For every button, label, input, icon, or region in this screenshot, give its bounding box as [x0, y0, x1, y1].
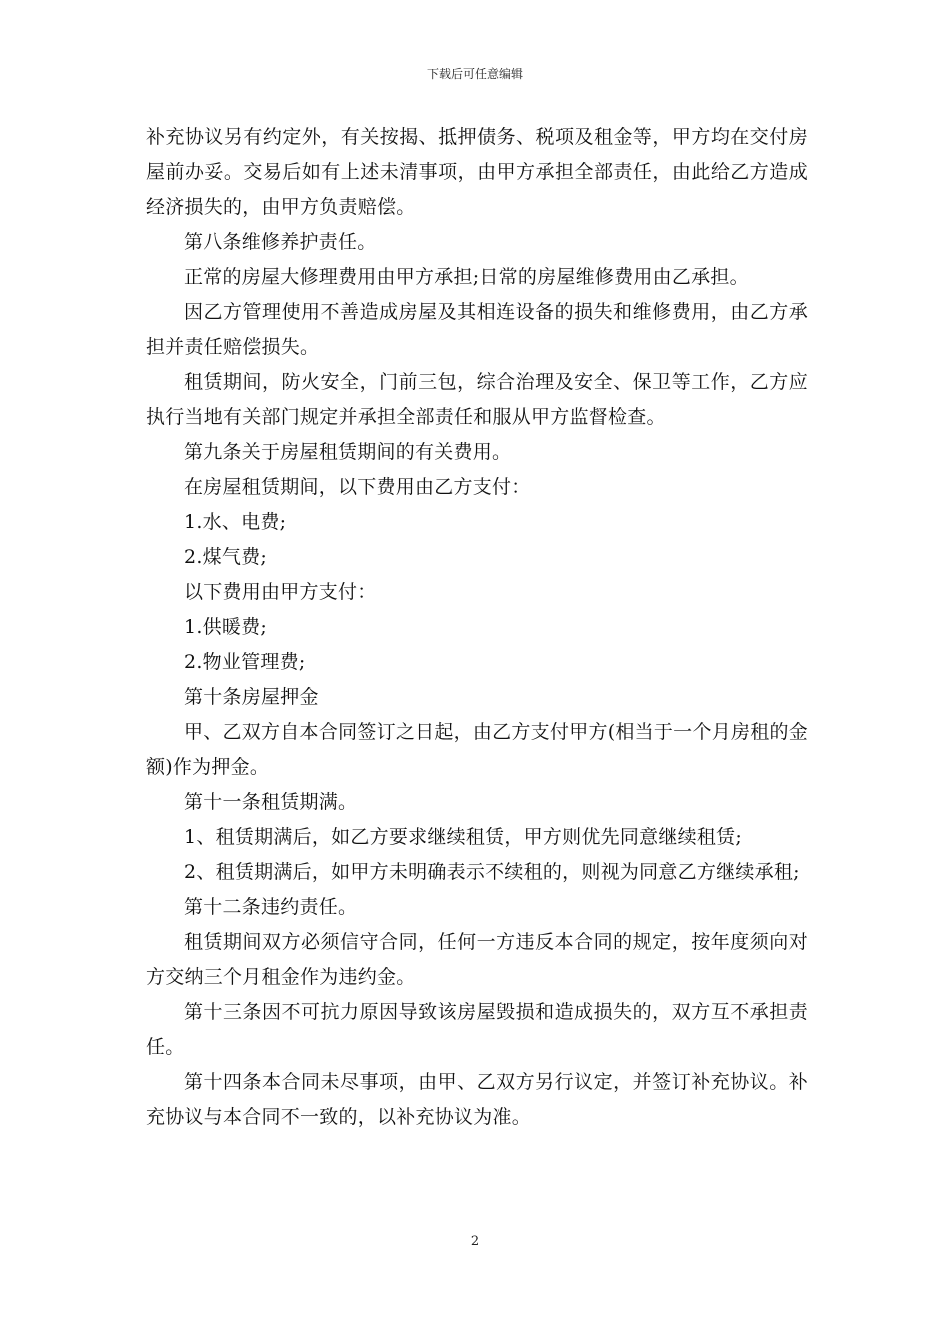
paragraph-line: 甲、乙双方自本合同签订之日起，由乙方支付甲方(相当于一个月房租的金	[184, 721, 808, 743]
paragraph-line: 屋前办妥。交易后如有上述未清事项，由甲方承担全部责任，由此给乙方造成	[146, 161, 808, 183]
paragraph-line: 担并责任赔偿损失。	[146, 336, 320, 358]
page-number: 2	[470, 1234, 480, 1249]
paragraph-line: 租赁期间双方必须信守合同，任何一方违反本合同的规定，按年度须向对	[184, 931, 808, 953]
paragraph-line: 1、租赁期满后，如乙方要求继续租赁，甲方则优先同意继续租赁;	[184, 826, 742, 848]
paragraph-line: 第十四条本合同未尽事项，由甲、乙双方另行议定，并签订补充协议。补	[184, 1071, 808, 1093]
paragraph-line: 经济损失的，由甲方负责赔偿。	[146, 196, 416, 218]
paragraph-line: 方交纳三个月租金作为违约金。	[146, 966, 416, 988]
paragraph-line: 以下费用由甲方支付：	[184, 581, 377, 603]
paragraph-line: 因乙方管理使用不善造成房屋及其相连设备的损失和维修费用，由乙方承	[184, 301, 808, 323]
paragraph-line: 充协议与本合同不一致的，以补充协议为准。	[146, 1106, 532, 1128]
paragraph-line: 1.供暖费;	[184, 616, 268, 638]
paragraph-line: 第十一条租赁期满。	[184, 791, 358, 813]
paragraph-line: 2.煤气费;	[184, 546, 268, 568]
paragraph-line: 2.物业管理费;	[184, 651, 306, 673]
paragraph-line: 执行当地有关部门规定并承担全部责任和服从甲方监督检查。	[146, 406, 666, 428]
paragraph-line: 1.水、电费;	[184, 511, 287, 533]
paragraph-line: 第十二条违约责任。	[184, 896, 358, 918]
paragraph-line: 第十条房屋押金	[184, 686, 319, 708]
paragraph-line: 第十三条因不可抗力原因导致该房屋毁损和造成损失的，双方互不承担责	[184, 1001, 808, 1023]
paragraph-line: 2、租赁期满后，如甲方未明确表示不续租的，则视为同意乙方继续承租;	[184, 861, 800, 883]
page-header: 下载后可任意编辑	[426, 67, 523, 81]
paragraph-line: 补充协议另有约定外，有关按揭、抵押债务、税项及租金等，甲方均在交付房	[146, 126, 808, 148]
paragraph-line: 租赁期间，防火安全，门前三包，综合治理及安全、保卫等工作，乙方应	[184, 371, 808, 393]
paragraph-line: 正常的房屋大修理费用由甲方承担;日常的房屋维修费用由乙承担。	[184, 266, 749, 288]
paragraph-line: 任。	[146, 1036, 185, 1058]
paragraph-line: 第九条关于房屋租赁期间的有关费用。	[184, 441, 512, 463]
paragraph-line: 第八条维修养护责任。	[184, 231, 377, 253]
paragraph-line: 在房屋租赁期间，以下费用由乙方支付：	[184, 476, 531, 498]
document-body	[146, 120, 808, 1135]
paragraph-line: 额)作为押金。	[146, 756, 270, 778]
